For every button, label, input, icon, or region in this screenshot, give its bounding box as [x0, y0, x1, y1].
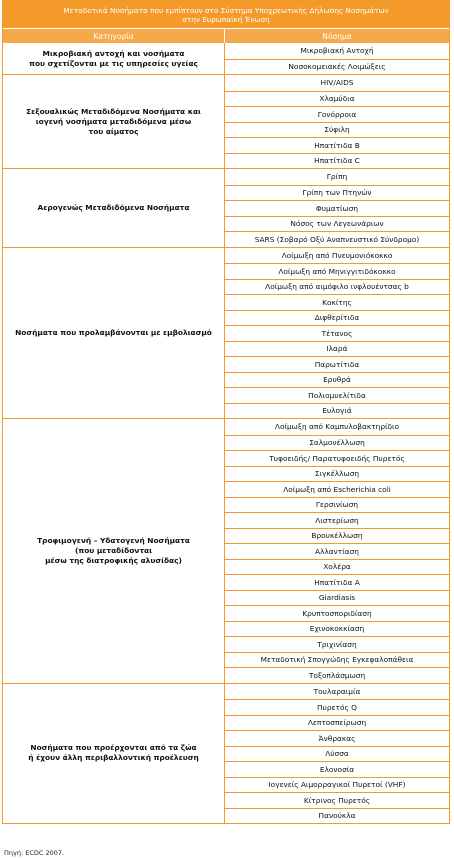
disease-cell: Λεπτοσπείρωση [225, 715, 449, 731]
disease-cell: Ιλαρά [225, 341, 449, 357]
disease-cell: Βρουκέλλωση [225, 528, 449, 544]
disease-cell: Χλαμύδια [225, 91, 449, 107]
disease-list [225, 169, 449, 247]
disease-cell: Νόσος των Λεγεωνάριων [225, 216, 449, 232]
disease-cell: Πυρετός Q [225, 699, 449, 715]
table-title-text: Μεταδοτικά Νοσήματα που εμπίπτουν στο Σύστημα Υποχρεωτικής Δήλωσης Νοσημάτων στην Ευρωπαϊκή Ένωση [63, 5, 389, 24]
disease-cell: Γονόρροια [225, 106, 449, 122]
disease-cell: Λιστερίωση [225, 512, 449, 528]
category-cell: Μικροβιακή αντοχή και νοσήματα που σχετίζονται με τις υπηρεσίες υγείας [3, 43, 225, 74]
category-cell: Νοσήματα που προέρχονται από τα ζώα ή έχουν άλλη περιβαλλοντική προέλευση [3, 684, 225, 824]
diseases-table [2, 0, 450, 824]
source-note: Πηγή: ECDC 2007. [4, 849, 65, 857]
disease-list [225, 684, 449, 824]
disease-cell: Κρυπτοσποριδίαση [225, 605, 449, 621]
disease-cell: Ευλογιά [225, 403, 449, 419]
category-cell: Αερογενώς Μεταδιδόμενα Νοσήματα [3, 169, 225, 247]
disease-cell: Παρωτίτιδα [225, 356, 449, 372]
disease-cell: Πανούκλα [225, 808, 449, 824]
disease-cell: Μεταδοτική Σπογγώδης Εγκεφαλοπάθεια [225, 652, 449, 668]
header-disease: Νόσημα [322, 31, 352, 41]
disease-cell: Ηπατίτιδα C [225, 153, 449, 169]
disease-cell: Λοίμωξη από Escherichia coli [225, 481, 449, 497]
header-category: Κατηγορία [3, 29, 225, 43]
disease-list [225, 248, 449, 419]
disease-cell: Γρίπη [326, 172, 348, 182]
disease-cell: Ελονοσία [225, 761, 449, 777]
category-cell: Σεξουαλικώς Μεταδιδόμενα Νοσήματα και ιογενή νοσήματα μεταδιδόμενα μέσω του αίματος [3, 75, 225, 168]
disease-cell: Τυφοειδής/ Παρατυφοειδής Πυρετός [225, 450, 449, 466]
disease-cell: Giardiasis [225, 590, 449, 606]
disease-cell: Άνθρακας [225, 730, 449, 746]
disease-cell: Ιογενείς Αιμορραγικοί Πυρετοί (VHF) [225, 777, 449, 793]
disease-cell: Γρίπη των Πτηνών [225, 185, 449, 201]
disease-cell: Πολιομυελίτιδα [225, 387, 449, 403]
category-cell: Νοσήματα που προλαμβάνονται με εμβολιασμό [3, 248, 225, 419]
disease-cell: Κίτρινος Πυρετός [225, 792, 449, 808]
disease-cell: SARS (Σοβαρό Οξύ Αναπνευστικό Σύνδρομο) [225, 231, 449, 247]
disease-cell: Διφθερίτιδα [225, 310, 449, 326]
disease-cell: Λοίμωξη από Πνευμονιόκοκκο [281, 250, 393, 260]
disease-cell: Τριχινίαση [225, 636, 449, 652]
disease-list [225, 419, 449, 683]
disease-cell: Τοξοπλάσμωση [225, 667, 449, 683]
disease-cell: Σαλμονέλλωση [225, 435, 449, 451]
disease-cell: HIV/AIDS [320, 78, 354, 88]
disease-cell: Τουλαραιμία [313, 686, 361, 696]
disease-cell: Ηπατίτιδα Α [225, 574, 449, 590]
table-group [3, 74, 449, 168]
disease-cell: Κοκίτης [225, 294, 449, 310]
disease-cell: Εχινοκοκκίαση [225, 621, 449, 637]
disease-cell: Σιγκέλλωση [225, 466, 449, 482]
table-group [3, 43, 449, 74]
disease-cell: Φυματίωση [225, 200, 449, 216]
table-title [3, 1, 449, 29]
disease-list [225, 43, 449, 74]
disease-cell: Λύσσα [225, 746, 449, 762]
disease-cell: Ηπατίτιδα Β [225, 137, 449, 153]
table-header-row [3, 29, 449, 43]
table-group [3, 418, 449, 683]
disease-cell: Ερυθρά [225, 372, 449, 388]
disease-cell: Γερσινίωση [225, 497, 449, 513]
disease-cell: Λοίμωξη από αιμόφιλο ινφλουέντσας b [225, 279, 449, 295]
disease-cell: Μικροβιακή Αντοχή [300, 46, 374, 56]
disease-cell: Χολέρα [225, 559, 449, 575]
table-group [3, 683, 449, 824]
disease-cell: Τέτανος [225, 325, 449, 341]
table-body [3, 43, 449, 823]
disease-cell: Σύφιλη [225, 122, 449, 138]
table-group [3, 247, 449, 419]
disease-list [225, 75, 449, 168]
disease-cell: Λοίμωξη από Καμπυλοβακτηρίδιο [274, 422, 400, 432]
category-cell: Τροφιμογενή – Υδατογενή Νοσήματα (που μεταδίδονται μέσω της διατροφικής αλυσίδας) [3, 419, 225, 683]
disease-cell: Λοίμωξη από Μηνιγγιτιδόκοκκο [225, 263, 449, 279]
disease-cell: Νοσοκομειακές Λοιμώξεις [225, 59, 449, 75]
disease-cell: Αλλαντίαση [225, 543, 449, 559]
table-group [3, 168, 449, 247]
